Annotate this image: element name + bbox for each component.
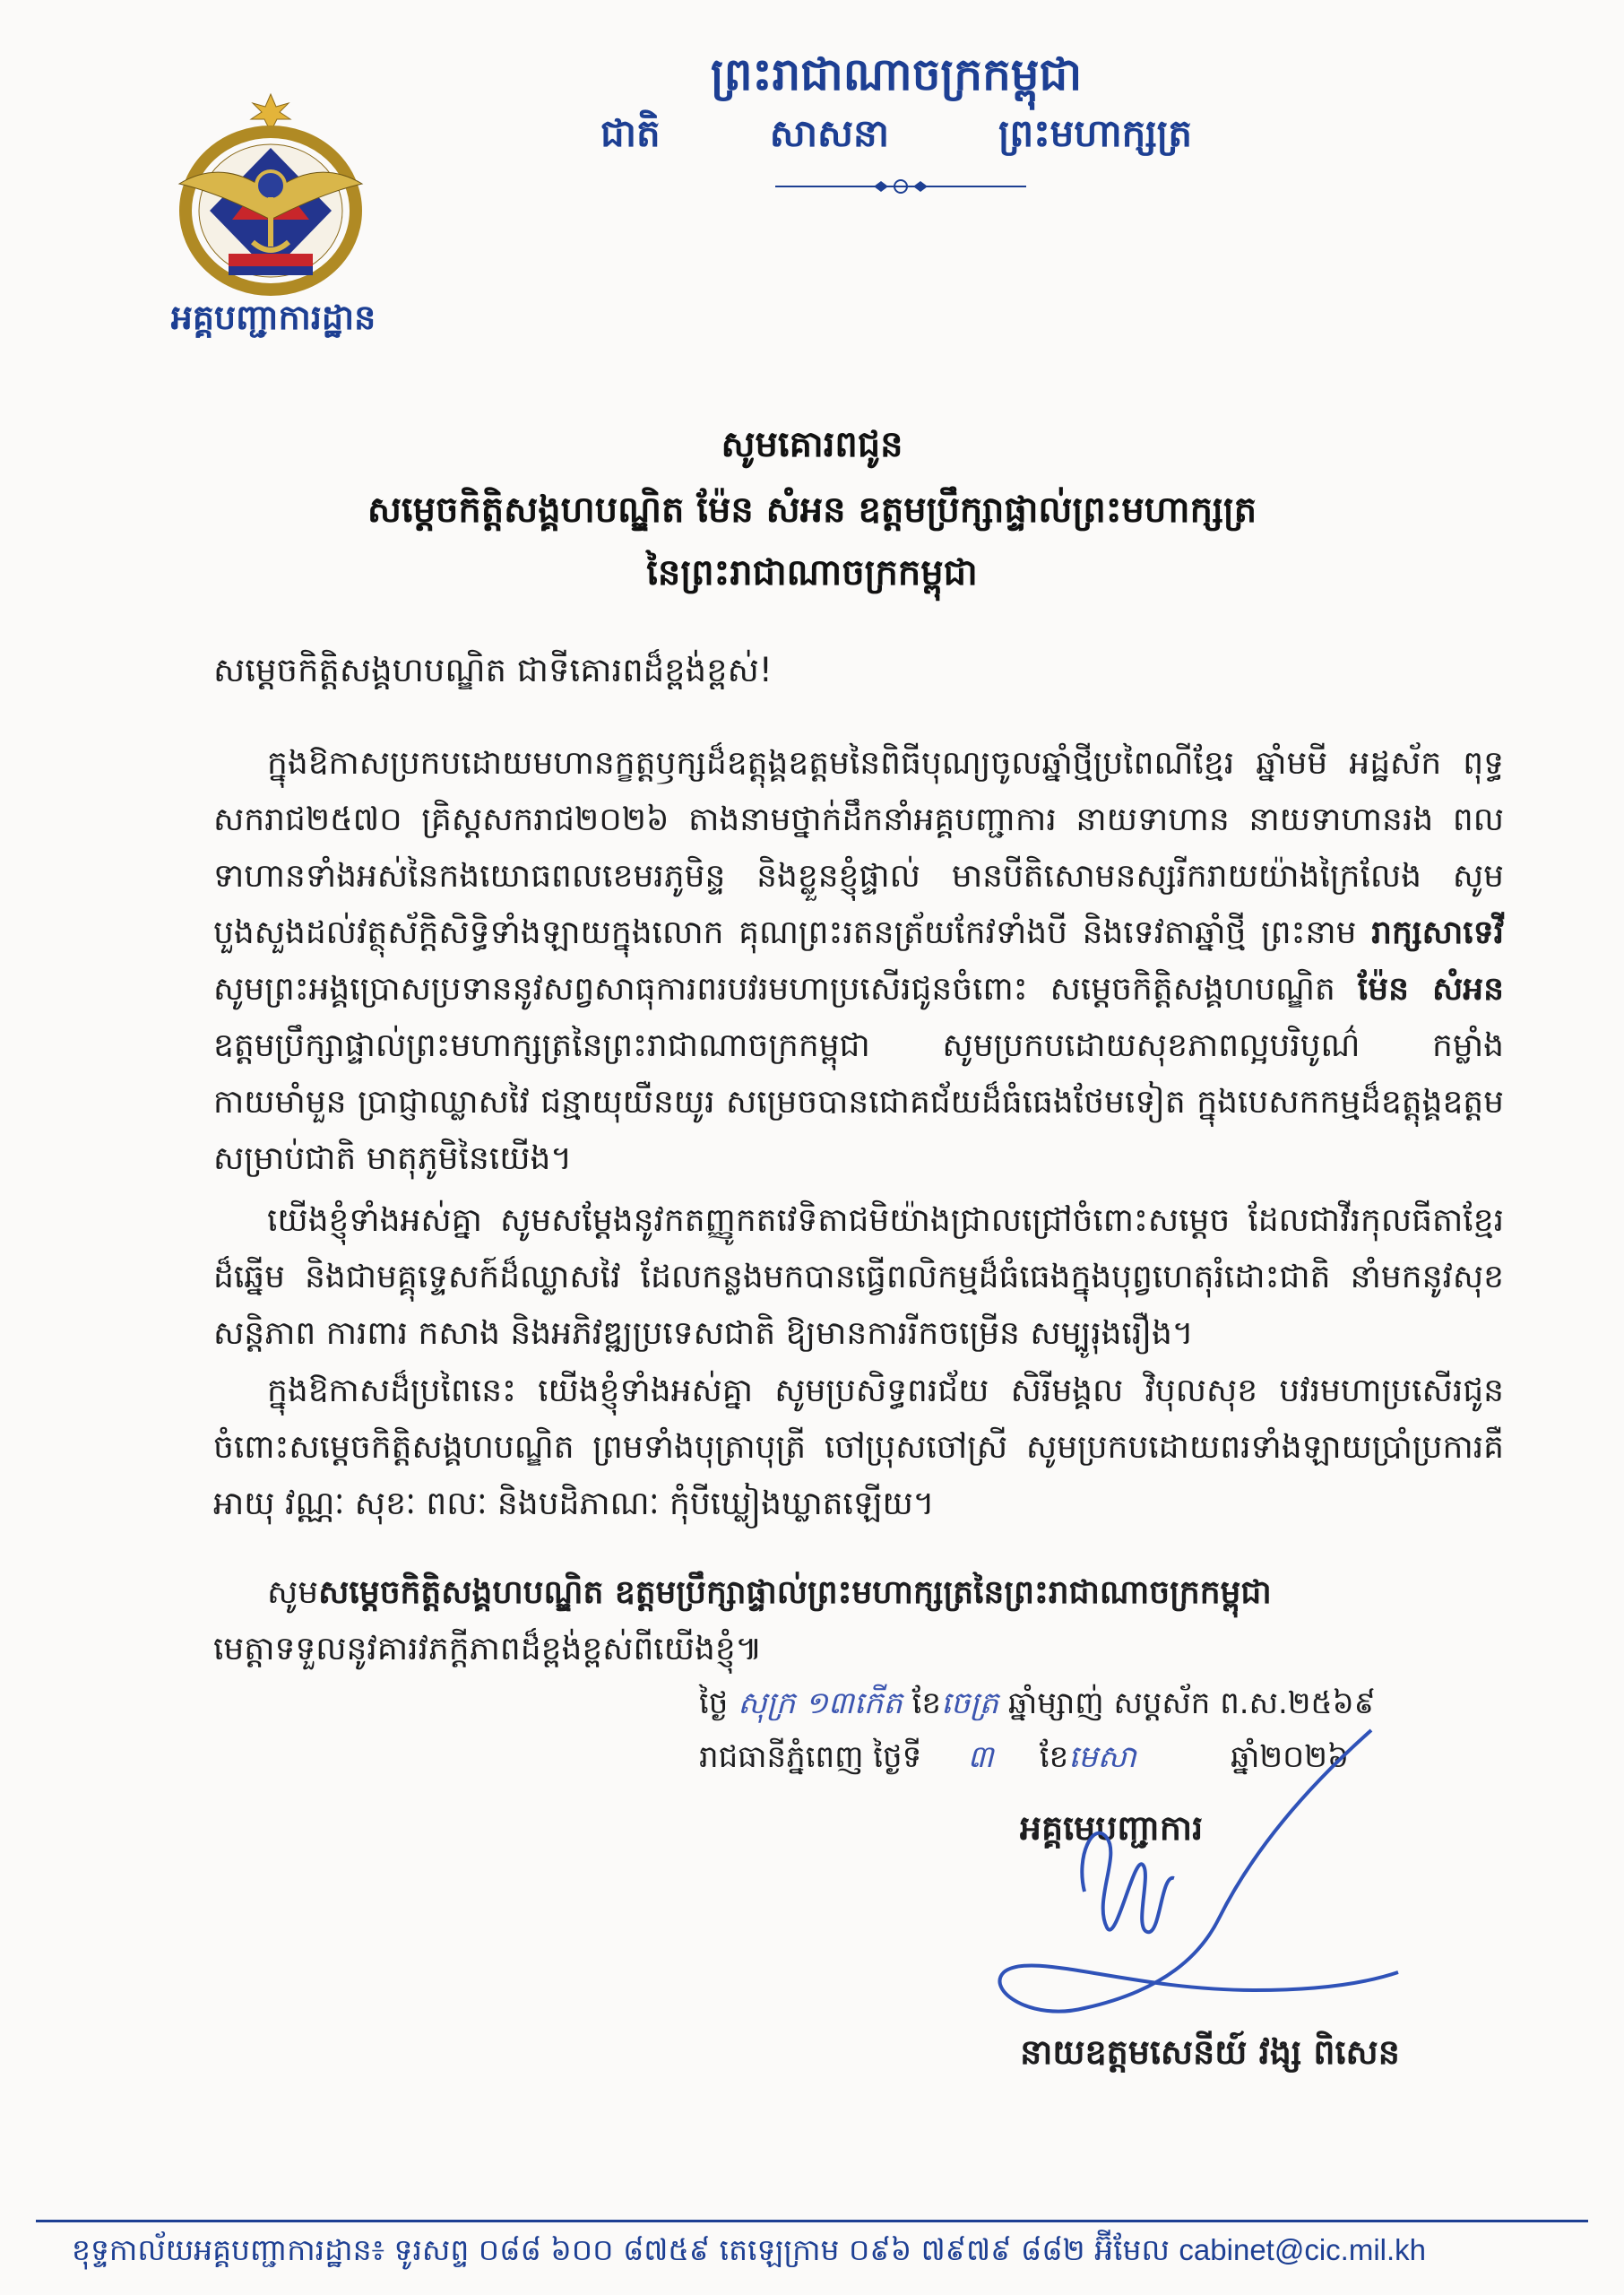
- deity-name: រាក្សសាទេវី: [1371, 914, 1504, 951]
- lunar-year-text: ឆ្នាំម្សាញ់ សប្តស័ក ព.ស.២៥៦៩: [1007, 1685, 1376, 1721]
- national-motto: [600, 109, 1192, 165]
- lunar-month-handwritten: ចេត្រ: [941, 1685, 999, 1721]
- addressee-line-1: សូមគោរពជូន: [721, 424, 903, 465]
- unit-name: អគ្គបញ្ជាការដ្ឋាន: [170, 298, 376, 337]
- handwritten-signature: [950, 1721, 1452, 2044]
- signatory-name: នាយឧត្តមសេនីយ៍ វង្ស ពិសេន: [1020, 2032, 1400, 2072]
- header-ornament-divider: [766, 178, 1035, 195]
- paragraph-1-text-c: ឧត្តមប្រឹក្សាផ្ទាល់ព្រះមហាក្សត្រនៃព្រះរាជាណាចក្រកម្ពុជា សូមប្រកបដោយសុខភាពល្អបរិបូណ៌ កម្លាំងកាយមាំមួន ប្រាជ្ញាឈ្លាសវៃ ជន្មាយុយឺនយូរ សម្រេចបានជោគជ័យដ៏ធំធេងថែមទៀត ក្នុងបេសកកម្មដ៏ឧត្តុង្គឧត្តមសម្រាប់ជាតិ មាតុភូមិនៃយើង។: [213, 1027, 1504, 1177]
- body-paragraph-1: [213, 735, 1504, 1187]
- lunar-prefix: ថ្ងៃ: [699, 1685, 729, 1721]
- recipient-name: ម៉ែន សំអន: [1357, 971, 1504, 1008]
- paragraph-3-text: ក្នុងឱកាសដ៏ប្រពៃនេះ យើងខ្ញុំទាំងអស់គ្នា សូមប្រសិទ្ធពរជ័យ សិរីមង្គល វិបុលសុខ បវរមហាប្រសើរជូនចំពោះសម្តេចកិត្តិសង្គហបណ្ឌិត ព្រមទាំងបុត្រាបុត្រី ចៅប្រុសចៅស្រី សូមប្រកបដោយពរទាំងឡាយប្រាំប្រការគឺ អាយុ វណ្ណៈ សុខៈ ពលៈ និងបដិភាណៈ កុំបីឃ្លៀងឃ្លាតឡើយ។: [213, 1373, 1504, 1522]
- closing-addressee: សម្តេចកិត្តិសង្គហបណ្ឌិត ឧត្តមប្រឹក្សាផ្ទាល់ព្រះមហាក្សត្រនៃព្រះរាជាណាចក្រកម្ពុជា: [318, 1574, 1272, 1611]
- general-command-emblem: [143, 85, 399, 300]
- honorific-title: សម្តេចកិត្តិសង្គហបណ្ឌិត: [1050, 971, 1335, 1008]
- solar-month-handwritten: មេសា: [1068, 1739, 1136, 1775]
- lunar-month-label: ខែ: [911, 1685, 942, 1721]
- motto-religion: សាសនា: [769, 111, 889, 155]
- signatory-position: អគ្គមេបញ្ជាការ: [1019, 1808, 1204, 1848]
- solar-prefix: រាជធានីភ្នំពេញ ថ្ងៃទី: [699, 1739, 922, 1775]
- body-paragraph-2: [213, 1192, 1504, 1362]
- closing-text-a: សូម: [267, 1574, 319, 1611]
- closing-text-b: មេត្តាទទួលនូវគារវភក្តីភាពដ៏ខ្ពង់ខ្ពស់ពីយើងខ្ញុំ៕: [213, 1631, 763, 1667]
- addressee-line-3: នៃព្រះរាជាណាចក្រកម្ពុជា: [646, 552, 978, 593]
- footer-email[interactable]: cabinet@cic.mil.kh: [1179, 2233, 1427, 2266]
- addressee-line-2: សម្តេចកិត្តិសង្គហបណ្ឌិត ម៉ែន សំអន ឧត្តមប្រឹក្សាផ្ទាល់ព្រះមហាក្សត្រ: [367, 489, 1257, 531]
- motto-nation: ជាតិ: [600, 111, 661, 155]
- salutation: សម្តេចកិត្តិសង្គហបណ្ឌិត ជាទីគោរពដ៏ខ្ពង់ខ្ពស់!: [213, 651, 773, 689]
- paragraph-2-text: យើងខ្ញុំទាំងអស់គ្នា សូមសម្តែងនូវកតញ្ញូកតវេទិតាជមិយ៉ាងជ្រាលជ្រៅចំពោះសម្តេច ដែលជាវីរកុលធីតាខ្មែរដ៏ឆ្នើម និងជាមគ្គុទ្ទេសក៍ដ៏ឈ្លាសវៃ ដែលកន្លងមកបានធ្វើពលិកម្មដ៏ធំធេងក្នុងបុព្វហេតុរំដោះជាតិ នាំមកនូវសុខសន្តិភាព ការពារ កសាង និងអភិវឌ្ឍប្រទេសជាតិ ឱ្យមានការរីកចម្រើន សម្បូរុងរឿង។: [213, 1202, 1504, 1352]
- closing-paragraph: [213, 1564, 1504, 1677]
- paragraph-1-text-a: ក្នុងឱកាសប្រកបដោយមហានក្ខត្តឫក្សដ៏ឧត្តុង្គឧត្តមនៃពិធីបុណ្យចូលឆ្នាំថ្មីប្រពៃណីខ្មែរ ឆ្នាំមមី អដ្ឋស័ក ពុទ្ធសករាជ២៥៧០ គ្រិស្តសករាជ២០២៦ តាងនាមថ្នាក់ដឹកនាំអគ្គបញ្ជាការ នាយទាហាន នាយទាហានរង ពលទាហានទាំងអស់នៃកងយោធពលខេមរភូមិន្ទ និងខ្លួនខ្ញុំផ្ទាល់ មានបីតិសោមនស្សរីករាយយ៉ាងក្រៃលែង សូមបួងសួងដល់វត្ថុស័ក្តិសិទ្ធិទាំងឡាយក្នុងលោក គុណព្រះរតនត្រ័យកែវទាំងបី និងទេវតាឆ្នាំថ្មី ព្រះនាម: [213, 745, 1504, 951]
- solar-month-label: ខែ: [1039, 1739, 1069, 1775]
- footer-contact-text: ខុទ្ទកាល័យអគ្គបញ្ជាការដ្ឋាន៖ ទូរសព្ទ ០៨៨ ៦០០ ៨៧៥៩ តេឡេក្រាម ០៩៦ ៧៩៧៩ ៨៨២ អ៊ីមែល: [72, 2232, 1170, 2267]
- solar-year: ឆ្នាំ២០២៦: [1231, 1739, 1350, 1775]
- solar-day-handwritten: ៣: [967, 1739, 994, 1775]
- body-paragraph-3: [213, 1363, 1504, 1532]
- footer-divider: [36, 2220, 1588, 2222]
- kingdom-title: ព្រះរាជាណាចក្រកម្ពុជា: [710, 48, 1083, 100]
- motto-king: ព្រះមហាក្សត្រ: [998, 111, 1192, 155]
- lunar-day-handwritten: សុក្រ ១៣កើត: [738, 1685, 903, 1721]
- paragraph-1-text-b: សូមព្រះអង្គប្រោសប្រទាននូវសព្វសាធុការពរបវរមហាប្រសើរជូនចំពោះ: [213, 971, 1028, 1008]
- footer-contact: [72, 2232, 1595, 2275]
